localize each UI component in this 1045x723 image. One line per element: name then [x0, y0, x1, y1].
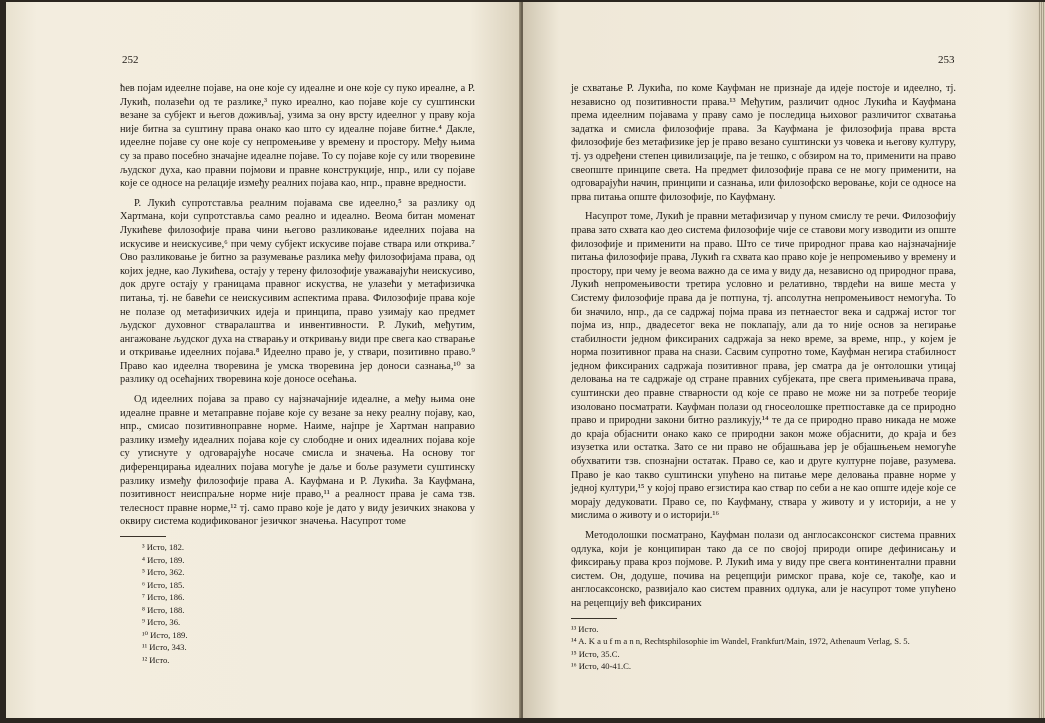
right-page — [523, 2, 1038, 718]
paragraph: је схватање Р. Лукића, по коме Кауфман не признаје да идеје постоје и идеелно, тј. независно од позитивности права.¹³ Међутим, различит однос Лукића и Кауфмана према идеелним појавама у праву само је последица њиховог различитог схватања задатка и смисла филозофије права. За Кауфмана је филозофија права врста филозофије без метафизике јер је право везано суштински уз човека и његову културу, тј. уз одређени степен цивилизације, па је тешко, с обзиром на то, применити на право свеопште принципе света. На предмет филозофије права се не могу применити, на одговарајући начин, принципи и сазнања, или филозофско веровање, који се односе на прва питања опште филозофије, по Кауфману. — [571, 83, 956, 203]
footnotes-left — [120, 541, 475, 666]
footnote: ³ Исто, 182. — [142, 542, 185, 552]
footnote: ¹⁵ Исто, 35.С. — [571, 648, 620, 659]
footnote: ⁵ Исто, 362. — [142, 567, 185, 577]
paragraph: ћев појам идеелне појаве, на оне које су идеалне и оне које су пуко иреалне, а Р. Лукић, полазећи од те разлике,³ пуко ирeално, као појаве које су суштински везане за субјект и његов доживљај, узима за ону врсту идеелног у праву која није битна за суштину права онако као што су идеалне појаве битне.⁴ Дакле, идеелне појаве су оне које су непромењиве у времену и простору. Међу њима су за право посебно значајне идеалне појаве. То су појаве које су или творевине људског духа, као правни појмови и правне конструкције, нпр., или су појаве које се односе на релације између реалних појава као, нпр., правне вредности. — [120, 83, 475, 190]
left-page-body — [120, 82, 475, 666]
left-page — [6, 2, 521, 718]
footnotes-right — [571, 623, 956, 673]
footnote: ¹⁴ A. K a u f m a n n, Rechtsphilosophie im Wandel, Frankfurt/Main, 1972, Athenaum Verlag, S. 5. — [571, 636, 910, 647]
page-edges — [1038, 2, 1045, 718]
footnote: ¹² Исто. — [142, 654, 170, 665]
paragraph: Од идеелних појава за право су најзначајније идеалне, а међу њима оне идеалне правне и метаправне појаве које су везане за неку реалну појаву, као, нпр., смисао позитивноправне норме. Наиме, најпре је Хартман направио разлику између идеалних појава које су слободне и оних идеалних појава које су утиснуте у одговарајуће носаче смисла и значења. На основу тог диференцирања идеалних појава могуће је даље и боље разумети суштинску разлику између филозофије права А. Кауфмана и Р. Лукића. За Кауфмана, позитивност неиспраљне норме није право,¹¹ а реалност права је сама тзв. телесност правне норме,¹² тј. само право које је дато у виду језичких знакова у оквиру система кодификованог језичког значења. Насупрот томе — [120, 394, 475, 528]
footnote: ¹¹ Исто, 343. — [142, 642, 187, 652]
footnote: ⁴ Исто, 189. — [142, 554, 185, 565]
footnote: ⁸ Исто, 188. — [142, 604, 185, 615]
page-number-right: 253 — [938, 54, 955, 66]
book-spread — [6, 2, 1038, 718]
paragraph: Р. Лукић супротставља реалним појавама све идеелно,⁵ за разлику од Хартмана, који супротставља само реално и идеално. Веома битан моменат Лукићеве филозофије права чини његово разликовање идеелних појава на искусиве и неискусиве,⁶ при чему субјект искусиве појаве ствара или открива.⁷ Ово разликовање је битно за разумевање разлика међу филозофијама права, од којих једне, као Лукићева, остају у терену филозофије уважавајући неискусиво, док друге остају у границама правног искуства, не улазећи у метафизичка питања, тј. не бавећи се неискусивим аспектима права. Филозофије права које не полазе од метафизичких идеја и принципа, право узимају као предмет људског духовног стваралаштва и инвентивности. Р. Лукић, међутим, ангажоване људског духа на стварању и откривању види пре свега као стварање и откривање идеелних појава.⁸ Идеелно право је, у ствари, позитивно право.⁹ Право као идеелна творевина је умска творевина јер доноси сазнања,¹⁰ за разлику од осећајних творевина које доносе осећања. — [120, 197, 475, 386]
right-page-body — [571, 82, 956, 673]
footnote: ⁹ Исто, 36. — [142, 617, 181, 627]
footnote: ¹⁰ Исто, 189. — [142, 629, 188, 640]
footnote: ¹³ Исто. — [571, 623, 599, 634]
footnote-rule — [571, 618, 617, 619]
paragraph: Методолошки посматрано, Кауфман полази од англосаксонског система правних одлука, који је конципиран тако да се по својој природи опире дефинисању и фиксирању права кроз појмове. Р. Лукић има у виду пре свега континентални правни систем. Он, додуше, почива на рецепцији римског права, које се, такође, као и англосаксонско, развијало као систем правних одлука, али је насупрот томе упућено на рецепцију већ фиксираних — [571, 530, 956, 609]
paragraph: Насупрот томе, Лукић је правни метафизичар у пуном смислу те речи. Филозофију права зато схвата као део система филозофије чије се ставови могу изводити из опште филозофије и применити на право. Што се тиче природног права као најзначајније питања филозофије права, Лукић га схвата као право које је непромењиво у времену и простору, при чему је веома важно да се има у виду да, независно од природног права, Лукић непромењивости третира условно и релативно, тврдећи на више места у Систему филозофије права да је потпуна, тј. апсолутна непромењивост немогућа. То би значило, нпр., да се садржај појма права из петнаестог века и садржај истог тог појма из, нпр., двадесетог века не поклапају, али да то није основ за негирање стабилности једном фиксираних садржаја за неко време, за време, нпр., у којем је норма позитивног права на снази. Сасвим супротно томе, Кауфман негира стабилност једном фиксираних садржаја позитивног права, јер сматра да је онтолошки утицај деловања на те садржаје од стране правних субјеката, пре свега примењивача права, суштински део правне стварности од које се право не може ни за потребе теорије изоловано посматрати. Кауфман полази од гносеолошке претпоставке да се природно право и природни закони битно разликују,¹⁴ те да се природно право никада не може до краја објаснити онако како се природни закон може објаснити, до краја и без изузетка или остатка. Зато се ни право не објашњава јер је објашњењем немогуће обухватити тзв. спознајни остатак. Право се, као и друге културне појаве, разумева. Право је као такво суштински упућено на питање мере деловања правне норме у једној култури,¹⁵ у којој право егзистира као ствар по себи а не као опште идеје које се морају дедуковати. Право се, по Кауфману, ствара у животу и у историји, а не у мислима о животу и о историји.¹⁶ — [571, 211, 956, 522]
footnote-rule — [120, 536, 166, 537]
footnote: ¹⁶ Исто, 40-41.С. — [571, 661, 632, 672]
page-number-left: 252 — [122, 54, 139, 66]
footnote: ⁷ Исто, 186. — [142, 592, 185, 602]
footnote: ⁶ Исто, 185. — [142, 579, 185, 590]
